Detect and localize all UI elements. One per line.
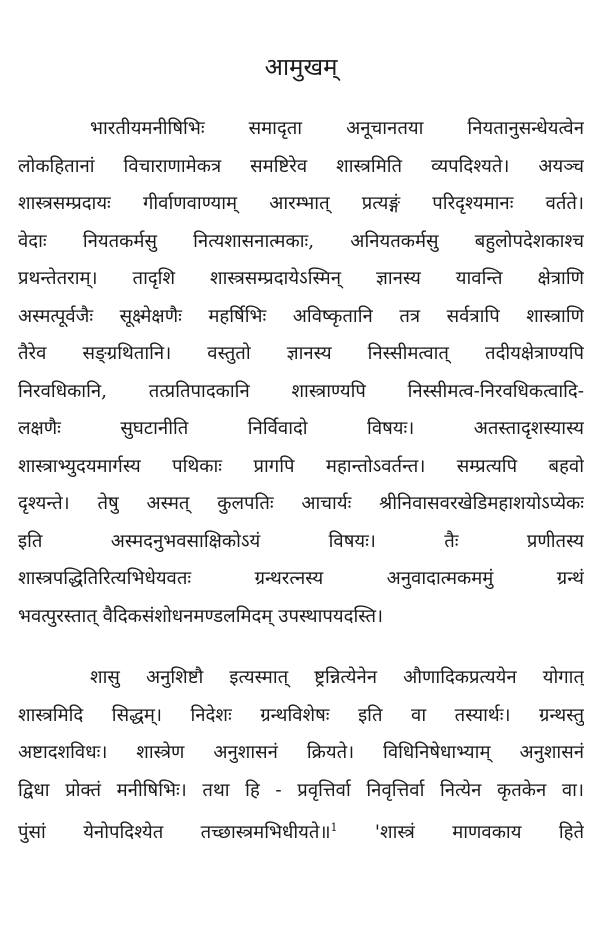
text-line: भारतीयमनीषिभिः समादृता अनूचानतया नियतानुसन्धेयत्वेन: [90, 118, 584, 139]
text-line: वेदाः नियतकर्मसु नित्यशासनात्मकाः, अनियतकर्मसु बहुलोपदेशकाश्च: [18, 230, 584, 252]
text-line: लक्षणैः सुघटानीति निर्विवादो विषयः। अतस्तादृशस्यास्य: [18, 418, 584, 439]
text-line: लोकहितानां विचाराणामेकत्र समष्टिरेव शास्त्रमिति व्यपदिश्यते। अयञ्च: [18, 155, 584, 177]
text-line: अष्टादशविधः। शास्त्रेण अनुशासनं क्रियते। विधिनिषेधाभ्याम् अनुशासनं: [18, 742, 584, 763]
paragraph-1: [18, 110, 584, 635]
text-line: दृश्यन्ते। तेषु अस्मत् कुलपतिः आचार्यः श्रीनिवासवरखेडिमहाशयोऽप्येकः: [18, 493, 584, 514]
text-line: निरवधिकानि, तत्प्रतिपादकानि शास्त्राण्यपि निस्सीमत्व-निरवधिकत्वादि-: [18, 380, 584, 402]
text-line: शास्त्रसम्प्रदायः गीर्वाणवाण्याम् आरम्भात् प्रत्यङ्गं परिदृश्यमानः वर्तते।: [18, 193, 584, 214]
document-page: [18, 40, 584, 847]
text-line: शास्त्राभ्युदयमार्गस्य पथिकाः प्रागपि महान्तोऽवर्तन्त। सम्प्रत्यपि बहवो: [18, 455, 584, 477]
text-line: द्विधा प्रोक्तं मनीषिभिः। तथा हि - प्रवृत्तिर्वा निवृत्तिर्वा नित्येन कृतकेन वा।: [18, 779, 584, 801]
page-title: आमुखम्: [264, 53, 338, 81]
text-segment: 'शास्त्रं माणवकाय हिते: [337, 822, 584, 844]
text-line: तैरेव सङ्ग्रथितानि। वस्तुतो ज्ञानस्य निस्सीमत्वात् तदीयक्षेत्राण्यपि: [18, 343, 584, 364]
text-line: शास्त्रपद्धितिरित्यभिधेयवतः ग्रन्थरत्नस्य अनुवादात्मकममुं ग्रन्थं: [18, 568, 584, 589]
text-line: प्रथन्तेतराम्। तादृशि शास्त्रसम्प्रदायेऽस्मिन् ज्ञानस्य यावन्ति क्षेत्राणि: [18, 268, 584, 289]
text-line-with-footnote: [18, 809, 584, 847]
text-line: शास्त्रमिदि सिद्धम्। निदेशः ग्रन्थविशेषः इति वा तस्यार्थः। ग्रन्थस्तु: [18, 704, 584, 726]
text-segment: पुंसां येनोपदिश्येत तच्छास्त्रमभिधीयते॥: [18, 822, 331, 844]
text-line: इति अस्मदनुभवसाक्षिकोऽयं विषयः। तैः प्रणीतस्य: [18, 530, 584, 552]
footnote-marker[interactable]: 1: [330, 821, 338, 834]
text-line: भवत्पुरस्तात् वैदिकसंशोधनमण्डलमिदम् उपस्थापयदस्ति।: [18, 605, 384, 627]
text-line: शासु अनुशिष्टौ इत्यस्मात् ष्ट्रन्नित्येनेन औणादिकप्रत्ययेन योगात्: [90, 667, 584, 688]
paragraph-2: [18, 659, 584, 847]
text-line: अस्मत्पूर्वजैः सूक्ष्मेक्षणैः महर्षिभिः अविष्कृतानि तत्र सर्वत्रापि शास्त्राणि: [18, 305, 584, 327]
